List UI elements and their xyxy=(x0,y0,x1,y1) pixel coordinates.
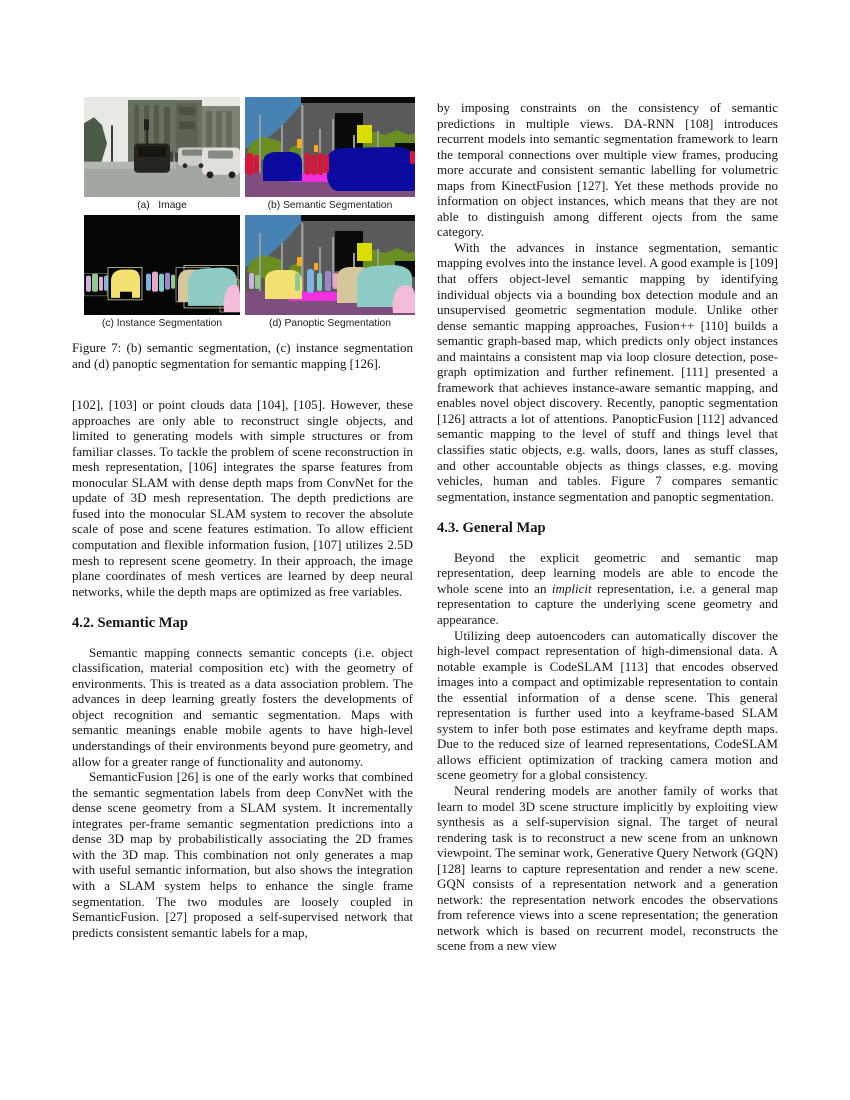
right-column xyxy=(437,100,778,954)
paragraph-text: Beyond the explicit geometric and semantic map representation, deep learning models are able to encode the whole scene into an xyxy=(437,549,778,596)
panel-label-a: (a) Image xyxy=(137,200,187,211)
left-column xyxy=(72,97,413,940)
paragraph: Semantic mapping connects semantic concepts (i.e. object classification, material composition etc) with the geometry of environments. This is treated as a data association problem. The advances in deep learning greatly fosters the developments of object recognition and semantic segmentation. Maps with semantic meanings enable mobile agents to have high-level understandings of their environments beyond pure geometry, and allow for a greater range of functionality and autonomy. xyxy=(72,644,413,769)
instance-segmentation-image xyxy=(84,215,240,315)
panoptic-segmentation-image xyxy=(245,215,415,315)
figure-caption: Figure 7: (b) semantic segmentation, (c) instance segmentation and (d) panoptic segmentation for semantic mapping [126]. xyxy=(72,340,413,371)
figure-panel-a xyxy=(84,97,240,212)
figure-7 xyxy=(72,97,413,371)
paragraph: Neural rendering models are another family of works that learn to model 3D scene structure implicitly by exploiting view synthesis as a self-supervision signal. The target of neural rendering task is to reconstruct a new scene from an unknown viewpoint. The seminar work, Generative Query Network (GQN) [128] learns to capture representation and render a new scene. GQN consists of a representation network and a generation network: the representation network encodes the observations from reference views into a scene representation; the generation network which is based on recurrent model, reconstructs the scene from a new view xyxy=(437,782,778,954)
figure-panel-b xyxy=(245,97,415,212)
figure-grid xyxy=(84,97,413,330)
paragraph: Utilizing deep autoencoders can automatically discover the high-level compact representation of high-dimensional data. A notable example is CodeSLAM [113] that encodes observed images into a compact and optimizable representation to contain the essential information of a dense scene. This general representation is further used into a keyframe-based SLAM system to infer both pose estimates and keyframe depth maps. Due to the reduced size of learned representations, CodeSLAM allows efficient optimization of tracking camera motion and scene geometry for a global consistency. xyxy=(437,627,778,783)
panel-label-d: (d) Panoptic Segmentation xyxy=(269,318,391,329)
paragraph: SemanticFusion [26] is one of the early works that combined the semantic segmentation labels from deep ConvNet with the dense scene geometry from a SLAM system. It incrementally integrates per-frame semantic segmentation predictions into a dense 3D map by probabilistically associating the 2D frames with the 3D map. This combination not only generates a map with useful semantic information, but also shows the integration with a SLAM system helps to enhance the single frame segmentation. The two modules are loosely coupled in SemanticFusion. [27] proposed a self-supervised network that predicts consistent semantic labels for a map, xyxy=(72,769,413,940)
paragraph: [102], [103] or point clouds data [104], [105]. However, these approaches are only able to reconstruct single objects, and limited to generating models with simple structures or from familiar classes. To tackle the problem of scene reconstruction in mesh representation, [106] integrates the sparse features from monocular SLAM with dense depth maps from ConvNet for the update of 3D mesh representation. The depth predictions are fused into the monocular SLAM system to recover the absolute scale of pose and scene features estimation. To allow efficient computation and flexible information fusion, [107] utilizes 2.5D mesh to represent scene geometry. In their approach, the image plane coordinates of mesh vertices are learned by deep neural networks, while the depth maps are optimized as free variables. xyxy=(72,397,413,599)
semantic-segmentation-image xyxy=(245,97,415,197)
figure-panel-c xyxy=(84,215,240,330)
section-heading-4-2: 4.2. Semantic Map xyxy=(72,615,188,632)
paragraph: With the advances in instance segmentation, semantic mapping evolves into the instance level. A good example is [109] that offers object-level semantic mapping by identifying individual objects via a bounding box detection module and an unsupervised geometric segmentation module. Unlike other dense semantic mapping approaches, Fusion++ [110] builds a semantic graph-based map, which predicts only object instances and maintains a consistent map via loop closure detection, pose-graph optimization and further refinement. [111] presented a framework that achieves instance-aware semantic mapping, and enables novel object discovery. Recently, panoptic segmentation [126] attracts a lot of attentions. PanopticFusion [112] advanced semantic mapping to the level of stuff and things level that classifies static objects, e.g. walls, doors, lanes as stuff classes, and other accountable objects as things classes, e.g. moving vehicles, human and tables. Figure 7 compares semantic segmentation, instance segmentation and panoptic segmentation. xyxy=(437,239,778,504)
italic-term: implicit xyxy=(551,580,592,596)
figure-panel-d xyxy=(245,215,415,330)
panel-label-b: (b) Semantic Segmentation xyxy=(267,200,393,211)
paragraph-text: representation, i.e. a general map representation to capture the underlying scene geometry and appearance. xyxy=(437,580,778,627)
paragraph: by imposing constraints on the consistency of semantic predictions in multiple views. DA-RNN [108] introduces recurrent models into semantic segmentation framework to learn the temporal connections over multiple view frames, producing more accurate and consistent semantic labelling for volumetric maps from KinectFusion [127]. Yet these methods provide no information on object instances, which means that they are not able to distinguish among different ojects from the same category. xyxy=(437,100,778,240)
paragraph xyxy=(437,550,778,628)
section-heading-4-3: 4.3. General Map xyxy=(437,520,546,537)
panel-label-c: (c) Instance Segmentation xyxy=(101,318,223,329)
street-photo-image xyxy=(84,97,240,197)
